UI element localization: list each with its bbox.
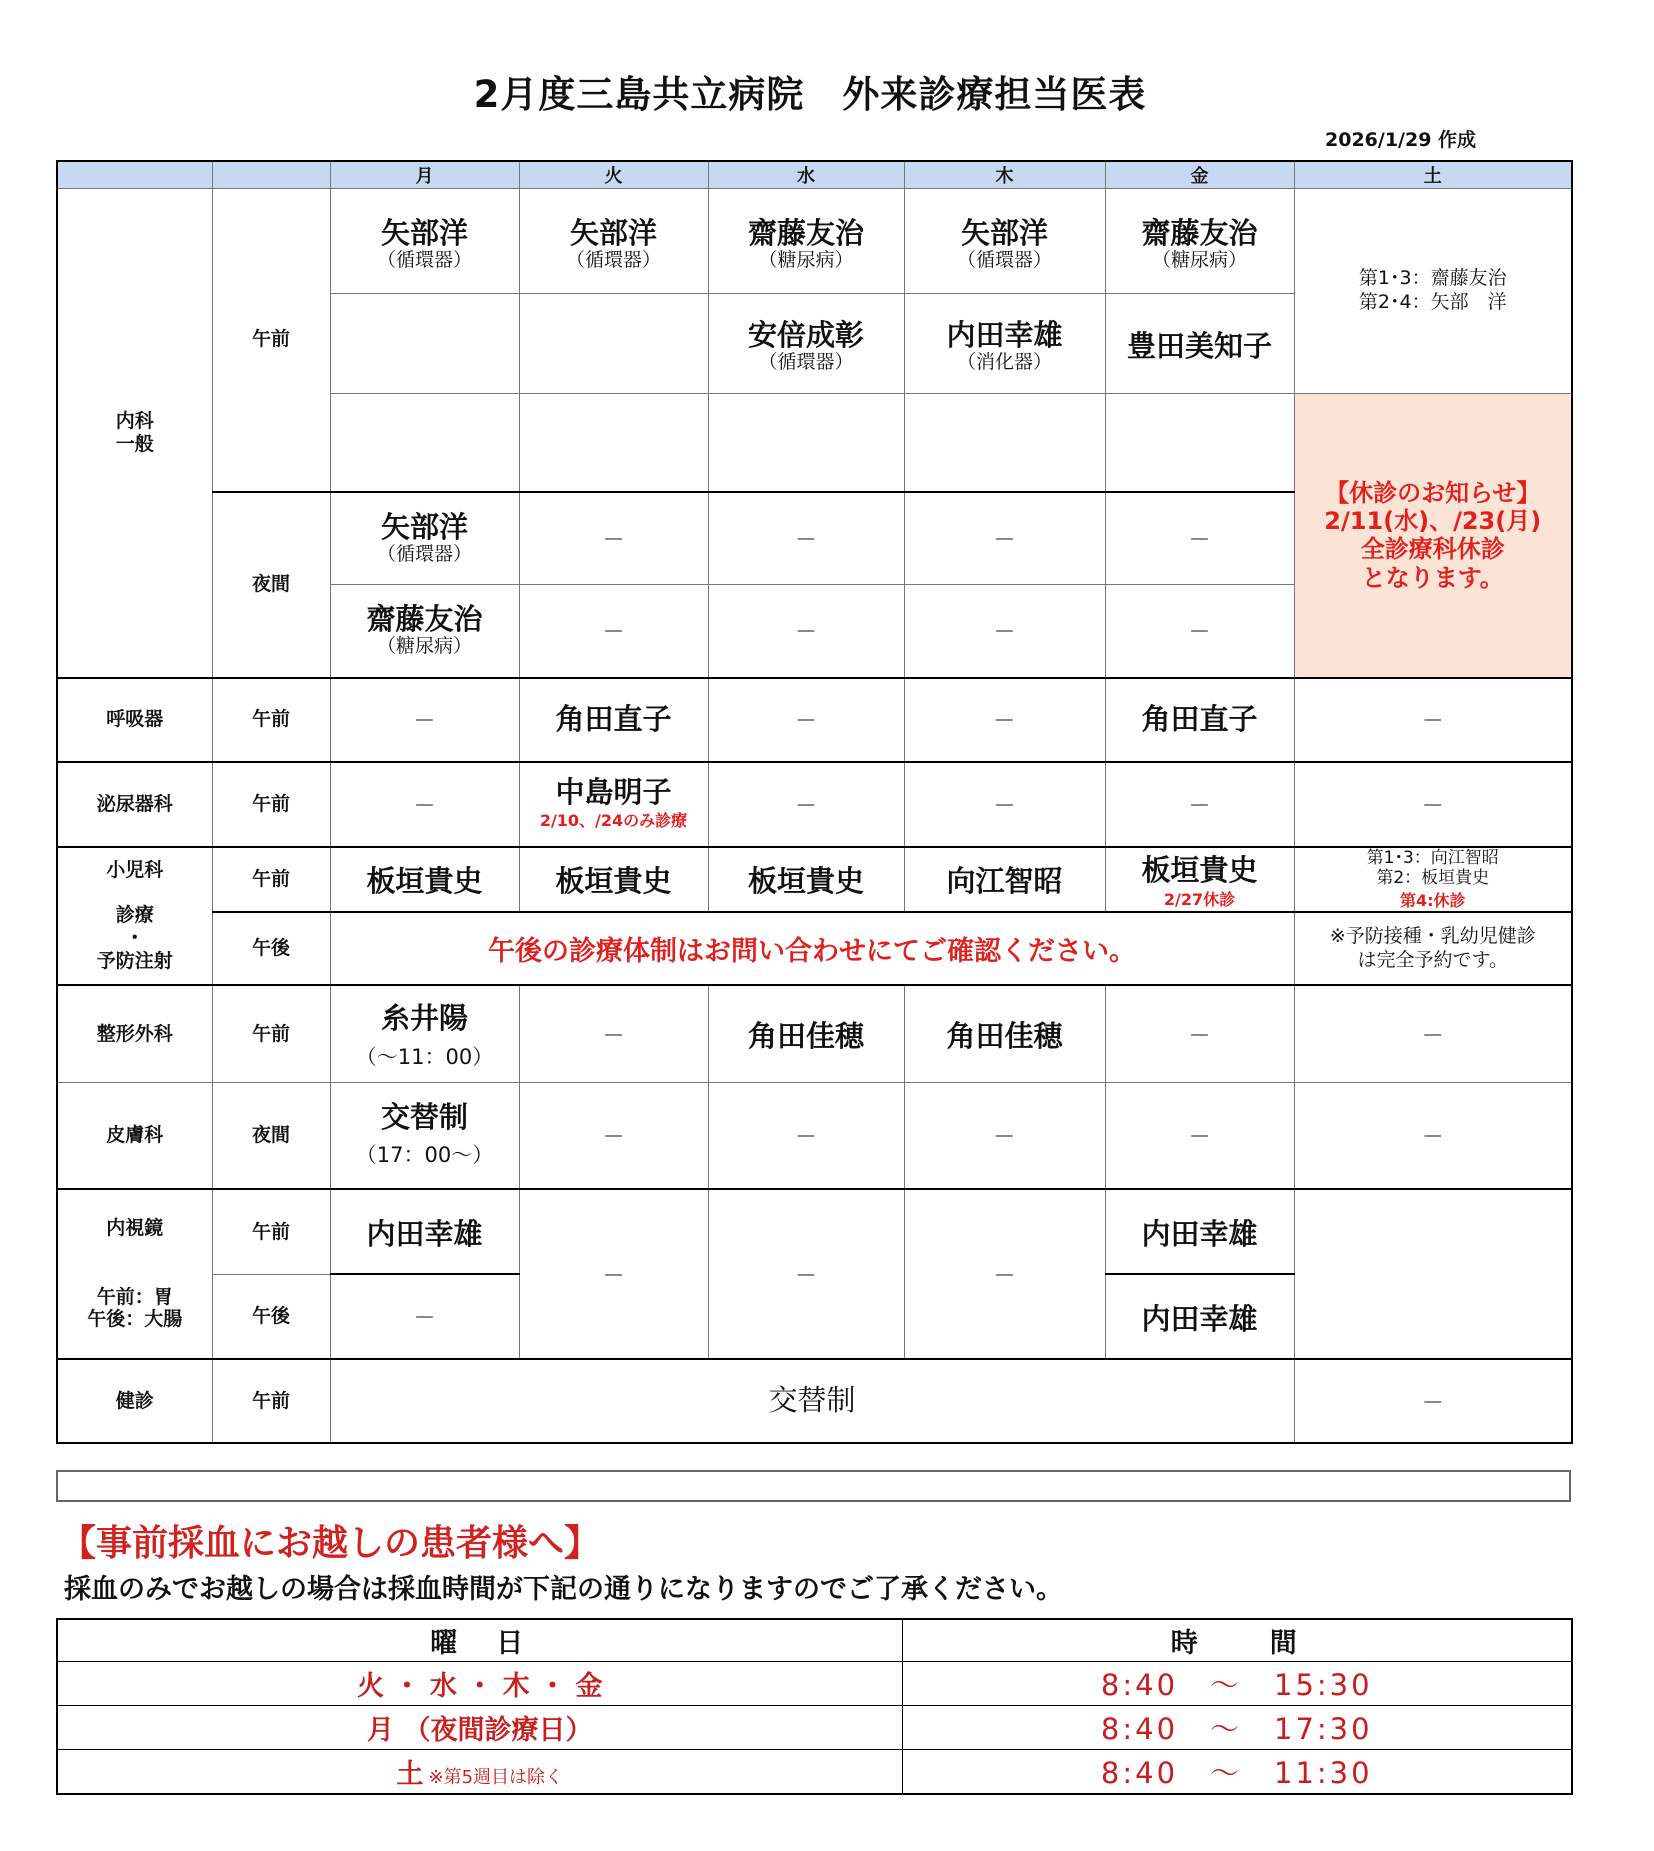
- col-day-header: 曜 日: [57, 1619, 902, 1662]
- naika-sat-am: 第1･3：齋藤友治 第2･4：矢部 洋: [1294, 189, 1572, 394]
- naika-thu-am2: 内田幸雄 （消化器）: [904, 294, 1105, 394]
- dept-kokyu: 呼吸器: [57, 678, 212, 762]
- day-header-sat: 土: [1294, 161, 1572, 189]
- kokyu-sat: －: [1294, 678, 1572, 762]
- blood-header-row: [57, 1619, 1572, 1662]
- naika-thu-night1: －: [904, 492, 1105, 585]
- time-night: 夜間: [212, 1082, 330, 1189]
- shoni-pm-sat: ※予防接種・乳幼児健診 は完全予約です。: [1294, 912, 1572, 985]
- naika-fri-night1: －: [1105, 492, 1294, 585]
- blood-time: 8:40 ～ 11:30: [902, 1750, 1572, 1795]
- seikei-sat-am: －: [1294, 985, 1572, 1082]
- naika-wed-am2: 安倍成彰 （循環器）: [708, 294, 904, 394]
- dept-naishi: 内視鏡 午前：胃 午後：大腸: [57, 1189, 212, 1359]
- kenshin-weekday: 交替制: [330, 1359, 1294, 1443]
- naika-fri-am3: [1105, 394, 1294, 492]
- naika-fri-am2: 豊田美知子: [1105, 294, 1294, 394]
- time-am: 午前: [212, 1189, 330, 1274]
- seikei-mon-am: 糸井陽 （～11：00）: [330, 985, 519, 1082]
- kokyu-mon: －: [330, 678, 519, 762]
- time-am: 午前: [212, 762, 330, 847]
- naika-wed-night2: －: [708, 585, 904, 678]
- seikei-thu-am: 角田佳穂: [904, 985, 1105, 1082]
- shoni-tue: 板垣貴史: [519, 847, 708, 913]
- naika-thu-am1: 矢部洋 （循環器）: [904, 189, 1105, 294]
- dept-kenshin: 健診: [57, 1359, 212, 1443]
- blood-time: 8:40 ～ 17:30: [902, 1706, 1572, 1750]
- blood-section-title: 【事前採血にお越しの患者様へ】: [60, 1523, 601, 1564]
- blood-row: [57, 1706, 1572, 1750]
- naika-mon-night1: 矢部洋 （循環器）: [330, 492, 519, 585]
- seikei-wed-am: 角田佳穂: [708, 985, 904, 1082]
- blood-row: [57, 1750, 1572, 1795]
- schedule-table: [56, 160, 1573, 1444]
- day-header-tue: 火: [519, 161, 708, 189]
- hinyo-wed: －: [708, 762, 904, 847]
- naika-fri-am1: 齋藤友治 （糖尿病）: [1105, 189, 1294, 294]
- shoni-wed: 板垣貴史: [708, 847, 904, 913]
- day-header-thu: 木: [904, 161, 1105, 189]
- seikei-mon-night: 交替制 （17：00～）: [330, 1082, 519, 1189]
- closure-notice: 【休診のお知らせ】 2/11(水)、/23(月) 全診療科休診 となります。: [1294, 394, 1572, 678]
- naika-tue-night2: －: [519, 585, 708, 678]
- header-blank: [57, 161, 212, 189]
- time-pm: 午後: [212, 912, 330, 985]
- time-am: 午前: [212, 985, 330, 1082]
- naishi-fri-am: 内田幸雄: [1105, 1189, 1294, 1274]
- time-am: 午前: [212, 847, 330, 913]
- naika-tue-am1: 矢部洋 （循環器）: [519, 189, 708, 294]
- seikei-tue-am: －: [519, 985, 708, 1082]
- seikei-fri-am: －: [1105, 985, 1294, 1082]
- hinyo-tue: 中島明子 2/10、/24のみ診療: [519, 762, 708, 847]
- naika-mon-am2: [330, 294, 519, 394]
- time-am: 午前: [212, 678, 330, 762]
- naika-mon-night2: 齋藤友治 （糖尿病）: [330, 585, 519, 678]
- col-time-header: 時 間: [902, 1619, 1572, 1662]
- shoni-sat: 第1･3：向江智昭 第2：板垣貴史 第4:休診: [1294, 847, 1572, 913]
- kenshin-sat: －: [1294, 1359, 1572, 1443]
- naika-wed-night1: －: [708, 492, 904, 585]
- dept-naika: 内科 一般: [57, 189, 212, 678]
- kokyu-wed: －: [708, 678, 904, 762]
- dept-seikei: 整形外科: [57, 985, 212, 1082]
- kokyu-fri: 角田直子: [1105, 678, 1294, 762]
- naishi-fri-pm: 内田幸雄: [1105, 1274, 1294, 1359]
- naika-thu-am3: [904, 394, 1105, 492]
- divider-banner: [56, 1470, 1571, 1502]
- blood-day-note: ※第5週目は除く: [428, 1767, 564, 1788]
- time-night: 夜間: [212, 492, 330, 678]
- blood-day: 土 ※第5週目は除く: [57, 1750, 902, 1795]
- naishi-tue: －: [519, 1189, 708, 1359]
- kokyu-tue: 角田直子: [519, 678, 708, 762]
- hinyo-sat: －: [1294, 762, 1572, 847]
- hinyo-fri: －: [1105, 762, 1294, 847]
- shoni-mon: 板垣貴史: [330, 847, 519, 913]
- seikei-fri-night: －: [1105, 1082, 1294, 1189]
- day-header-mon: 月: [330, 161, 519, 189]
- header-blank: [212, 161, 330, 189]
- header-row: [57, 161, 1572, 189]
- naika-wed-am3: [708, 394, 904, 492]
- created-date: 2026/1/29 作成: [1325, 129, 1477, 151]
- blood-day: 月 （夜間診療日）: [57, 1706, 902, 1750]
- naika-tue-am3: [519, 394, 708, 492]
- day-header-wed: 水: [708, 161, 904, 189]
- time-am: 午前: [212, 189, 330, 492]
- naika-fri-night2: －: [1105, 585, 1294, 678]
- blood-draw-table: [56, 1618, 1573, 1795]
- kokyu-thu: －: [904, 678, 1105, 762]
- shoni-pm-message: 午後の診療体制はお問い合わせにてご確認ください。: [330, 912, 1294, 985]
- seikei-thu-night: －: [904, 1082, 1105, 1189]
- naishi-sat: [1294, 1189, 1572, 1359]
- seikei-sat-night: －: [1294, 1082, 1572, 1189]
- page-title: 2月度三島共立病院 外来診療担当医表: [473, 73, 1147, 116]
- naika-tue-am2: [519, 294, 708, 394]
- naika-mon-am1: 矢部洋 （循環器）: [330, 189, 519, 294]
- naishi-thu: －: [904, 1189, 1105, 1359]
- shoni-fri: 板垣貴史 2/27休診: [1105, 847, 1294, 913]
- day-header-fri: 金: [1105, 161, 1294, 189]
- seikei-tue-night: －: [519, 1082, 708, 1189]
- naishi-mon-pm: －: [330, 1274, 519, 1359]
- seikei-wed-night: －: [708, 1082, 904, 1189]
- naishi-mon-am: 内田幸雄: [330, 1189, 519, 1274]
- dept-hifu: 皮膚科: [57, 1082, 212, 1189]
- dept-hinyo: 泌尿器科: [57, 762, 212, 847]
- naika-thu-night2: －: [904, 585, 1105, 678]
- blood-day: 火 ・ 水 ・ 木 ・ 金: [57, 1662, 902, 1706]
- blood-section-subtitle: 採血のみでお越しの場合は採血時間が下記の通りになりますのでご了承ください。: [64, 1574, 1063, 1605]
- time-am: 午前: [212, 1359, 330, 1443]
- naika-wed-am1: 齋藤友治 （糖尿病）: [708, 189, 904, 294]
- time-pm: 午後: [212, 1274, 330, 1359]
- dept-shoni: 小児科 診療 ・ 予防注射: [57, 847, 212, 986]
- blood-time: 8:40 ～ 15:30: [902, 1662, 1572, 1706]
- naika-tue-night1: －: [519, 492, 708, 585]
- naika-mon-am3: [330, 394, 519, 492]
- shoni-thu: 向江智昭: [904, 847, 1105, 913]
- hinyo-mon: －: [330, 762, 519, 847]
- hinyo-thu: －: [904, 762, 1105, 847]
- blood-row: [57, 1662, 1572, 1706]
- naishi-wed: －: [708, 1189, 904, 1359]
